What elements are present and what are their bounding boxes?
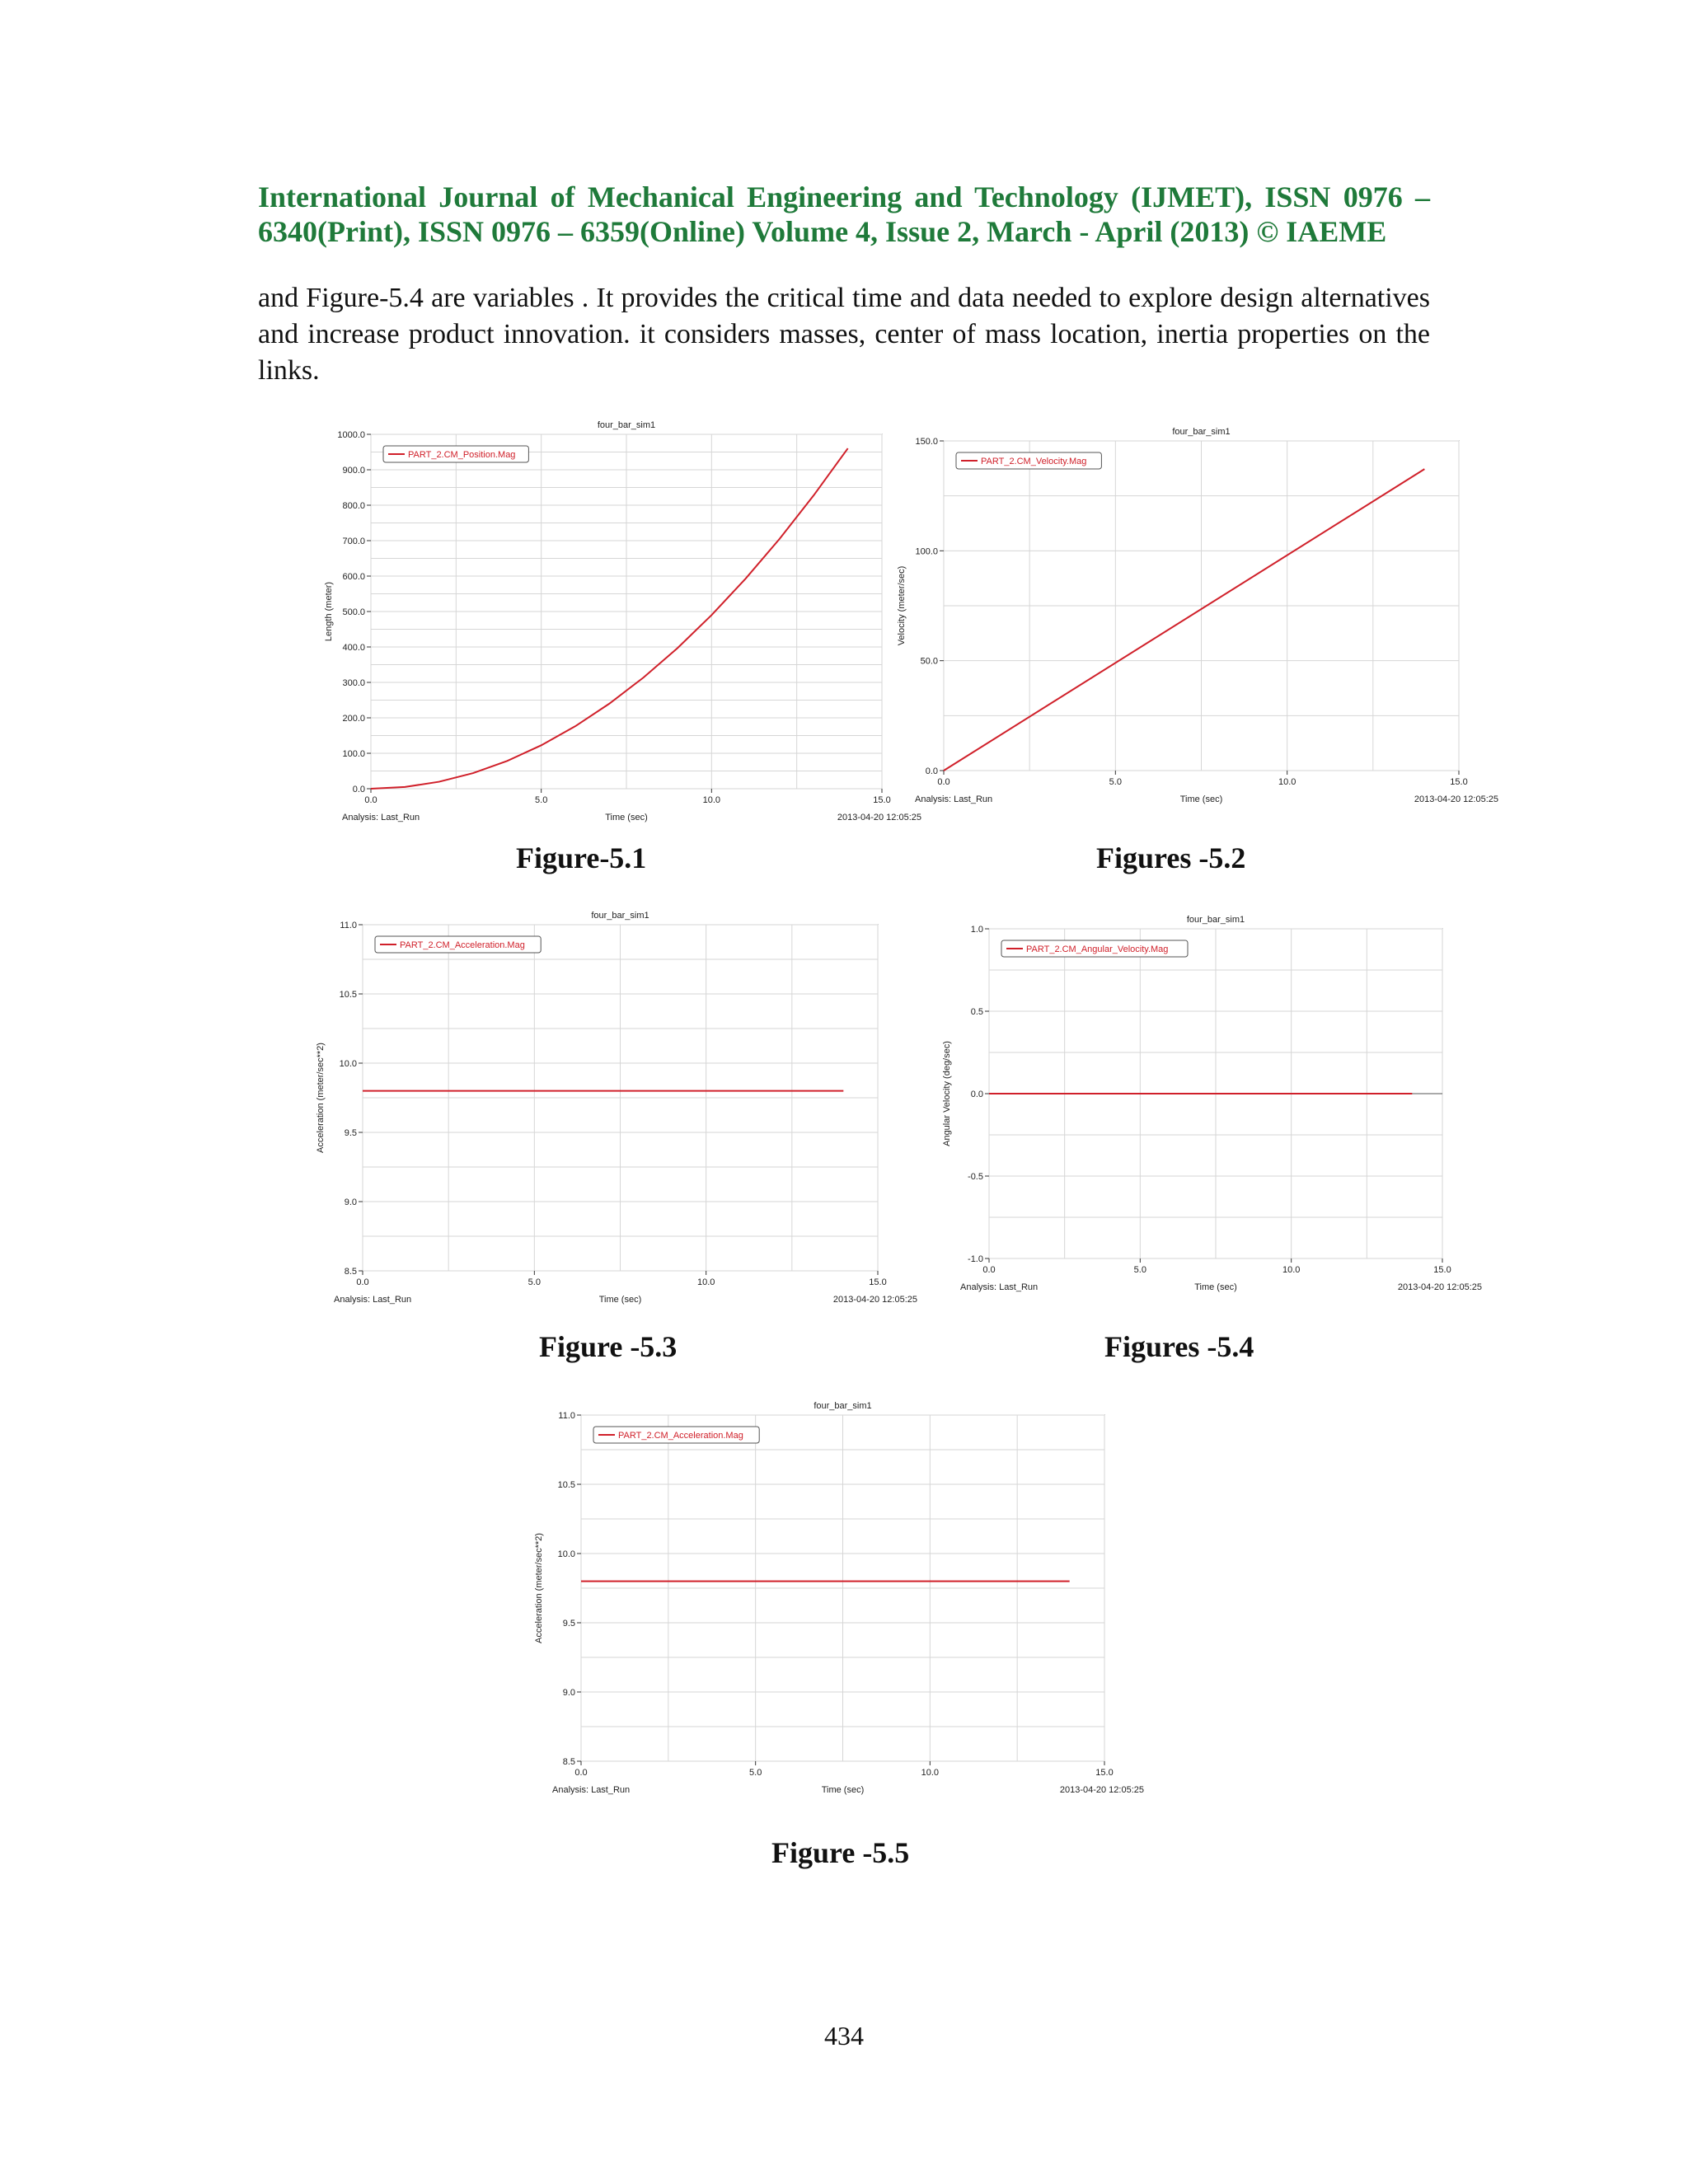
figure-5-5-chart <box>532 1397 1158 1809</box>
timestamp-label: 2013-04-20 12:05:25 <box>1397 1282 1482 1292</box>
x-tick-label: 5.0 <box>535 795 548 805</box>
timestamp-label: 2013-04-20 12:05:25 <box>832 1295 917 1305</box>
x-tick-label: 15.0 <box>1450 777 1468 787</box>
caption-figure-5-4: Figures -5.4 <box>1104 1330 1254 1363</box>
y-tick-label: 10.0 <box>339 1059 357 1069</box>
caption-figure-5-1: Figure-5.1 <box>516 841 647 874</box>
y-tick-label: 10.5 <box>339 990 357 1000</box>
legend-label: PART_2.CM_Velocity.Mag <box>981 457 1087 466</box>
chart-svg <box>313 907 923 1319</box>
x-tick-label: 0.0 <box>364 795 377 805</box>
body-paragraph: and Figure-5.4 are variables . It provides the critical time and data needed to explore design alternatives and increase product innovation. it considers masses, center of mass location, inertia properties on the links. <box>258 283 1430 386</box>
analysis-label: Analysis: Last_Run <box>342 813 420 823</box>
y-tick-label: 11.0 <box>340 921 357 930</box>
y-axis-label: Acceleration (meter/sec**2) <box>316 1043 326 1153</box>
page-number: 434 <box>824 2021 864 2050</box>
figure-5-4-chart <box>942 911 1492 1306</box>
y-tick-label: 9.0 <box>344 1197 357 1207</box>
x-tick-label: 10.0 <box>921 1768 940 1778</box>
y-tick-label: 10.5 <box>557 1480 575 1490</box>
chart-title: four_bar_sim1 <box>591 911 649 921</box>
timestamp-label: 2013-04-20 12:05:25 <box>837 813 921 823</box>
x-tick-label: 0.0 <box>982 1265 996 1275</box>
x-tick-label: 15.0 <box>1095 1768 1114 1778</box>
y-tick-label: -1.0 <box>968 1254 983 1264</box>
y-tick-label: 200.0 <box>342 714 365 724</box>
x-tick-label: 5.0 <box>1109 777 1122 787</box>
y-tick-label: 10.0 <box>557 1549 575 1559</box>
x-axis-label: Time (sec) <box>1179 794 1223 804</box>
y-tick-label: 9.0 <box>562 1688 575 1698</box>
x-tick-label: 10.0 <box>1282 1265 1301 1275</box>
y-tick-label: 11.0 <box>558 1411 575 1421</box>
x-tick-label: 0.0 <box>937 777 950 787</box>
journal-header <box>258 180 1430 249</box>
analysis-label: Analysis: Last_Run <box>552 1785 631 1795</box>
caption-figure-5-5: Figure -5.5 <box>771 1836 910 1869</box>
x-tick-label: 0.0 <box>356 1277 369 1287</box>
figure-5-2-chart <box>894 423 1498 810</box>
y-tick-label: 300.0 <box>342 678 365 688</box>
caption-figure-5-2: Figures -5.2 <box>1096 841 1246 874</box>
header-line-2: 6340(Print), ISSN 0976 – 6359(Online) Volume 4, Issue 2, March - April (2013) © IAEME <box>258 215 1387 248</box>
y-tick-label: 100.0 <box>915 546 938 557</box>
chart-title: four_bar_sim1 <box>597 420 656 430</box>
chart-title: four_bar_sim1 <box>1186 915 1245 925</box>
y-tick-label: 9.5 <box>562 1619 575 1629</box>
x-axis-label: Time (sec) <box>598 1295 642 1305</box>
chart-svg <box>942 911 1492 1306</box>
x-tick-label: 10.0 <box>696 1277 715 1287</box>
x-tick-label: 15.0 <box>869 1277 887 1287</box>
analysis-label: Analysis: Last_Run <box>334 1295 412 1305</box>
y-tick-label: 8.5 <box>562 1757 575 1767</box>
y-tick-label: 700.0 <box>342 537 365 546</box>
x-tick-label: 15.0 <box>873 795 891 805</box>
chart-svg <box>894 423 1498 810</box>
legend-label: PART_2.CM_Angular_Velocity.Mag <box>1026 944 1169 954</box>
y-tick-label: 0.0 <box>352 785 365 794</box>
x-axis-label: Time (sec) <box>821 1785 865 1795</box>
timestamp-label: 2013-04-20 12:05:25 <box>1414 794 1498 804</box>
x-axis-label: Time (sec) <box>605 813 648 823</box>
x-tick-label: 5.0 <box>528 1277 541 1287</box>
y-tick-label: 150.0 <box>915 437 938 447</box>
y-tick-label: 900.0 <box>342 466 365 476</box>
y-tick-label: -0.5 <box>968 1172 983 1182</box>
y-tick-label: 500.0 <box>342 607 365 617</box>
x-tick-label: 10.0 <box>702 795 721 805</box>
y-tick-label: 9.5 <box>344 1128 357 1138</box>
x-axis-label: Time (sec) <box>1194 1282 1237 1292</box>
timestamp-label: 2013-04-20 12:05:25 <box>1059 1785 1144 1795</box>
y-tick-label: 1.0 <box>970 925 983 935</box>
chart-title: four_bar_sim1 <box>814 1401 872 1411</box>
chart-svg <box>532 1397 1158 1809</box>
y-axis-label: Velocity (meter/sec) <box>897 565 907 646</box>
x-tick-label: 15.0 <box>1433 1265 1451 1275</box>
legend-label: PART_2.CM_Position.Mag <box>408 450 516 460</box>
header-line-1: International Journal of Mechanical Engineering and Technology (IJMET), ISSN 0976 – <box>258 180 1430 213</box>
y-tick-label: 50.0 <box>920 656 938 667</box>
y-tick-label: 0.0 <box>925 766 938 776</box>
y-tick-label: 0.5 <box>970 1007 983 1017</box>
legend-label: PART_2.CM_Acceleration.Mag <box>400 940 525 950</box>
y-axis-label: Length (meter) <box>324 581 334 642</box>
x-tick-label: 5.0 <box>1133 1265 1146 1275</box>
analysis-label: Analysis: Last_Run <box>960 1282 1039 1292</box>
chart-title: four_bar_sim1 <box>1172 427 1231 437</box>
figure-5-3-chart <box>313 907 923 1319</box>
y-tick-label: 400.0 <box>342 643 365 653</box>
y-tick-label: 8.5 <box>344 1267 357 1277</box>
y-axis-label: Angular Velocity (deg/sec) <box>942 1041 952 1146</box>
y-tick-label: 800.0 <box>342 501 365 511</box>
caption-figure-5-3: Figure -5.3 <box>539 1330 678 1363</box>
y-axis-label: Acceleration (meter/sec**2) <box>534 1533 544 1643</box>
analysis-label: Analysis: Last_Run <box>915 794 993 804</box>
y-tick-label: 600.0 <box>342 572 365 582</box>
x-tick-label: 0.0 <box>574 1768 588 1778</box>
y-tick-label: 0.0 <box>970 1090 983 1099</box>
y-tick-label: 1000.0 <box>337 430 365 440</box>
legend-label: PART_2.CM_Acceleration.Mag <box>618 1431 743 1441</box>
y-tick-label: 100.0 <box>342 749 365 759</box>
x-tick-label: 10.0 <box>1278 777 1296 787</box>
x-tick-label: 5.0 <box>749 1768 762 1778</box>
